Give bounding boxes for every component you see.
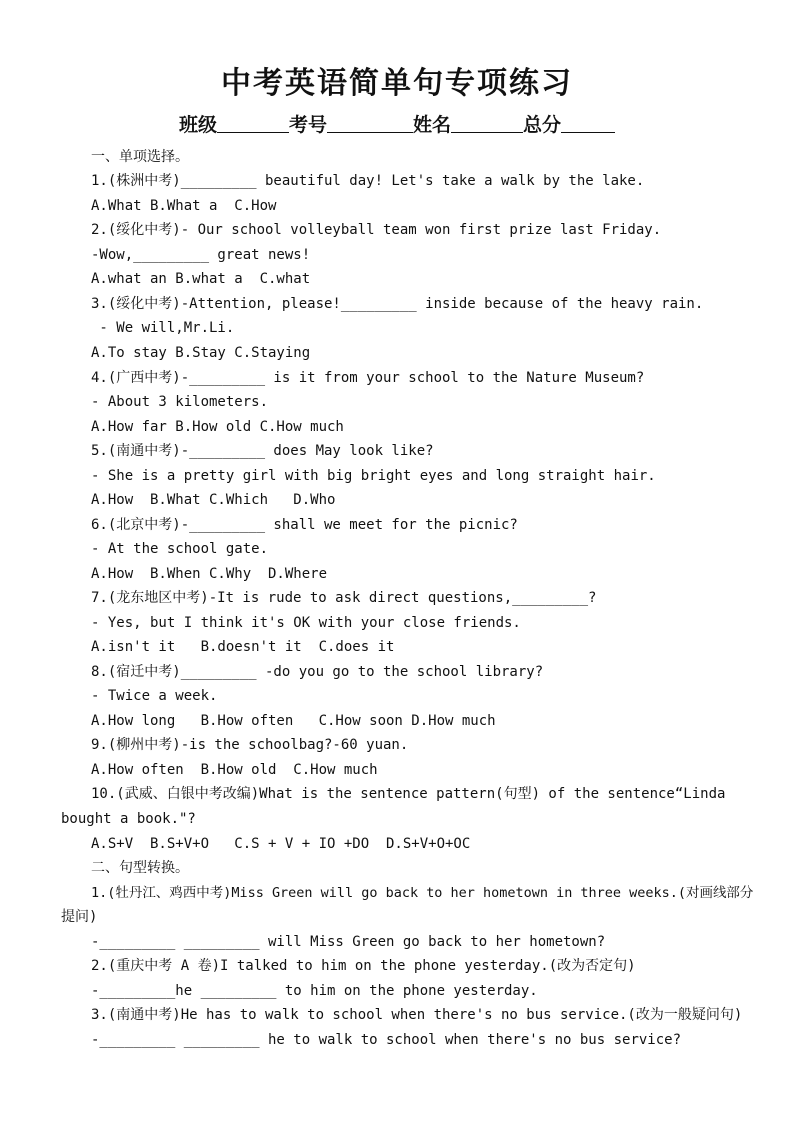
question-line: - She is a pretty girl with big bright eyes and long straight hair.: [91, 468, 656, 484]
answer-line: -_________ _________ he to walk to school when there's no bus service?: [91, 1032, 682, 1048]
page-title: 中考英语简单句专项练习: [221, 66, 573, 101]
question-line: 9.(柳州中考)-is the schoolbag?-60 yuan.: [91, 737, 409, 753]
name-blank[interactable]: [451, 114, 523, 133]
question-line: 4.(广西中考)-_________ is it from your school to the Nature Museum?: [91, 370, 645, 386]
name-label: 姓名: [413, 114, 452, 136]
score-label: 总分: [523, 114, 562, 136]
question-line: - Yes, but I think it's OK with your close friends.: [91, 615, 521, 631]
options-line: A.S+V B.S+V+O C.S + V + IO +DO D.S+V+O+OC: [91, 836, 471, 852]
question-line: - We will,Mr.Li.: [91, 320, 235, 336]
class-label: 班级: [178, 114, 217, 136]
question-line: - At the school gate.: [91, 541, 269, 557]
student-info-line: [0, 110, 794, 137]
question-line: 6.(北京中考)-_________ shall we meet for the picnic?: [91, 517, 518, 533]
question-line: - Twice a week.: [91, 688, 218, 704]
options-line: A.what an B.what a C.what: [91, 271, 311, 287]
question-line: 5.(南通中考)-_________ does May look like?: [91, 443, 434, 459]
question-line: bought a book."?: [61, 811, 196, 827]
question-line: 1.(牡丹江、鸡西中考)Miss Green will go back to her hometown in three weeks.(对画线部分: [91, 885, 754, 901]
question-line: 10.(武威、白银中考改编)What is the sentence pattern(句型) of the sentence“Linda: [91, 786, 726, 802]
number-blank[interactable]: [327, 114, 413, 133]
question-line: 7.(龙东地区中考)-It is rude to ask direct questions,_________?: [91, 590, 597, 606]
question-line: -Wow,_________ great news!: [91, 247, 311, 263]
answer-line: -_________he _________ to him on the phone yesterday.: [91, 983, 538, 999]
question-line: - About 3 kilometers.: [91, 394, 269, 410]
options-line: A.How far B.How old C.How much: [91, 419, 344, 435]
section-heading-sentence-transformation: 二、句型转换。: [91, 860, 189, 876]
question-line: 1.(株洲中考)_________ beautiful day! Let's take a walk by the lake.: [91, 173, 645, 189]
number-label: 考号: [288, 114, 327, 136]
options-line: A.How often B.How old C.How much: [91, 762, 378, 778]
section-heading-single-choice: 一、单项选择。: [91, 149, 189, 165]
options-line: A.isn't it B.doesn't it C.does it: [91, 639, 395, 655]
score-blank[interactable]: [561, 114, 615, 133]
options-line: A.What B.What a C.How: [91, 198, 277, 214]
question-line: 提问): [61, 909, 98, 925]
class-blank[interactable]: [217, 114, 289, 133]
question-line: 3.(南通中考)He has to walk to school when there's no bus service.(改为一般疑问句): [91, 1007, 743, 1023]
options-line: A.How long B.How often C.How soon D.How much: [91, 713, 496, 729]
answer-line: -_________ _________ will Miss Green go back to her hometown?: [91, 934, 606, 950]
question-line: 3.(绥化中考)-Attention, please!_________ inside because of the heavy rain.: [91, 296, 704, 312]
options-line: A.How B.When C.Why D.Where: [91, 566, 328, 582]
question-line: 2.(重庆中考 A 卷)I talked to him on the phone yesterday.(改为否定句): [91, 958, 636, 974]
options-line: A.How B.What C.Which D.Who: [91, 492, 336, 508]
question-line: 8.(宿迁中考)_________ -do you go to the school library?: [91, 664, 544, 680]
question-line: 2.(绥化中考)- Our school volleyball team won first prize last Friday.: [91, 222, 662, 238]
options-line: A.To stay B.Stay C.Staying: [91, 345, 311, 361]
